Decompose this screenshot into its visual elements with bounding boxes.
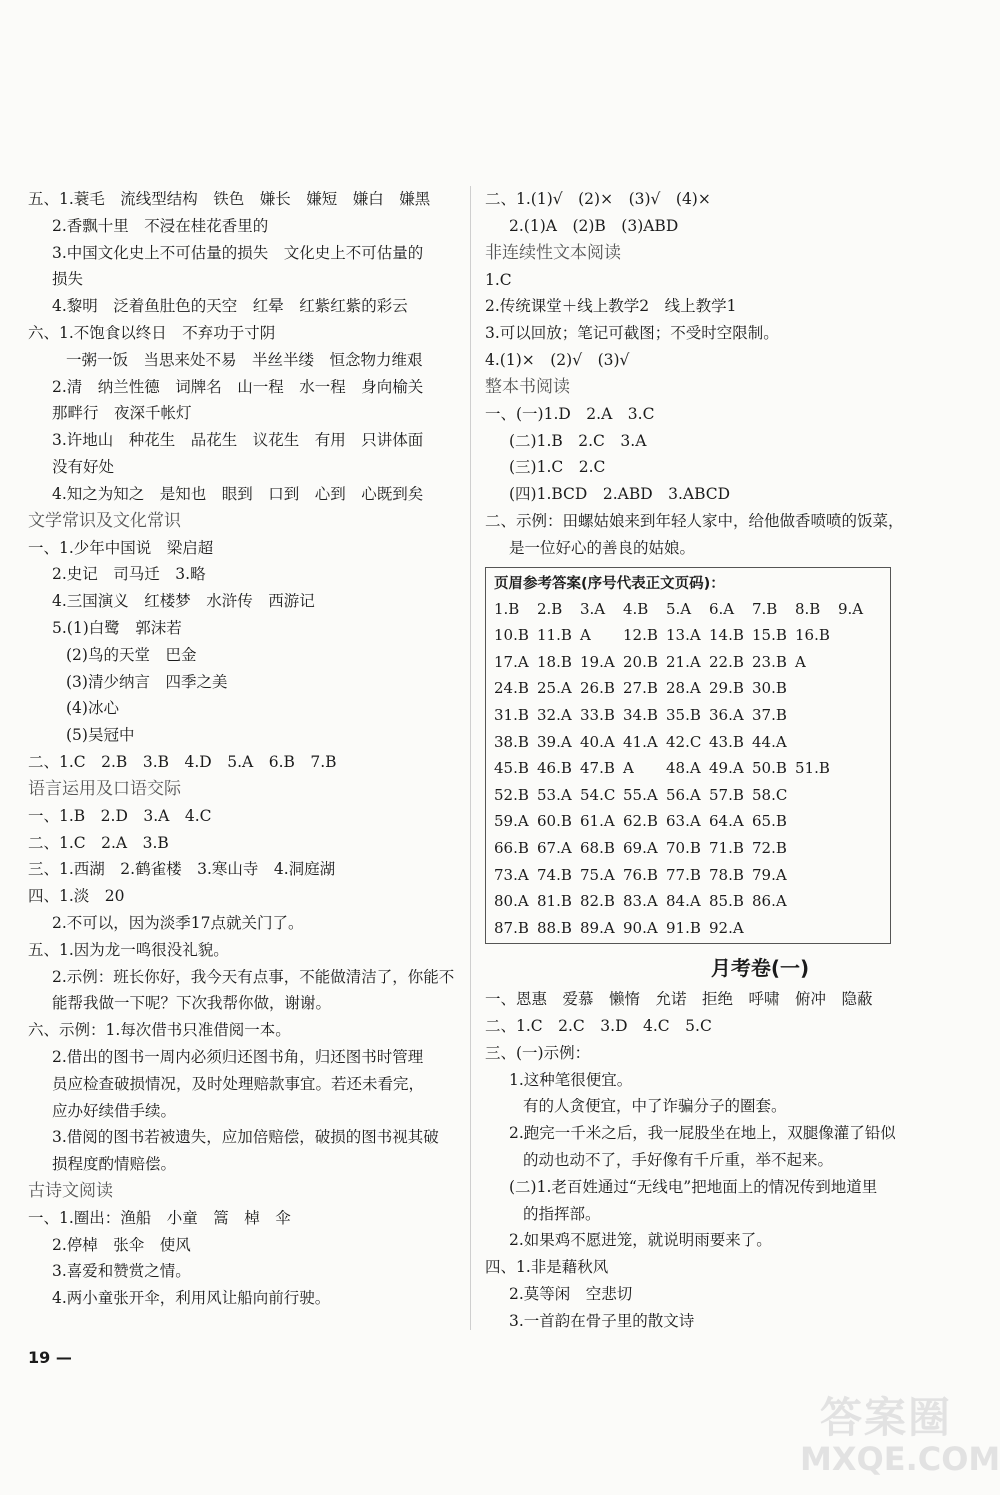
answer-line: (二)1.老百姓通过“无线电”把地面上的情况传到地道里 [509, 1177, 878, 1196]
answer-grid-cell: 59.A [494, 812, 529, 831]
answer-line: 五、1.蓑毛 流线型结构 铁色 嫌长 嫌短 嫌白 嫌黑 [28, 190, 431, 208]
answer-line: 二、1.C 2.C 3.D 4.C 5.C [485, 1017, 712, 1036]
answer-grid-cell: 49.A [709, 759, 744, 778]
answer-line: 有的人贪便宜，中了诈骗分子的圈套。 [523, 1097, 787, 1116]
answer-line: 员应检查破损情况，及时处理赔款事宜。若还未看完， [52, 1074, 425, 1093]
section-heading: 非连续性文本阅读 [485, 242, 621, 263]
left-column [28, 186, 458, 1312]
answer-grid-cell: 75.A [580, 865, 615, 884]
answer-grid-cell: 38.B [494, 732, 529, 751]
answer-grid-cell: 86.A [752, 892, 787, 911]
right-bottom-answers [485, 986, 955, 1334]
answer-line: 1.这种笔很便宜。 [509, 1070, 633, 1089]
answer-grid-cell: 83.A [623, 892, 658, 911]
answer-line: 2.清 纳兰性德 词牌名 山一程 水一程 身向榆关 [52, 377, 424, 396]
answer-line: 的指挥部。 [523, 1204, 601, 1223]
answer-line: 六、1.不饱食以终日 不弃功于寸阴 [28, 323, 276, 342]
answer-grid-cell: 52.B [494, 785, 529, 804]
answer-line: 三、(一)示例： [485, 1043, 591, 1062]
answer-grid-cell: 88.B [537, 918, 572, 937]
answer-grid-row [494, 915, 882, 942]
answer-grid-row [494, 862, 882, 889]
answer-grid-cell: 81.B [537, 892, 572, 911]
answer-line: 一粥一饭 当思来处不易 半丝半缕 恒念物力维艰 [66, 350, 423, 369]
answer-line: 四、1.淡 20 [28, 887, 125, 906]
answer-grid-row [494, 702, 882, 729]
answer-line: (2)鸟的天堂 巴金 [66, 645, 197, 664]
answer-line: 2.(1)A (2)B (3)ABD [509, 216, 679, 235]
answer-line: 能帮我做一下呢？下次我帮你做，谢谢。 [52, 994, 332, 1013]
answer-grid-cell: 50.B [752, 759, 787, 778]
answer-line: 2.史记 司马迁 3.略 [52, 565, 206, 584]
answer-line: 2.不可以，因为淡季17点就关门了。 [52, 913, 304, 932]
answer-grid-cell: 45.B [494, 759, 529, 778]
answer-grid-cell: 72.B [752, 838, 787, 857]
answer-grid-cell: 1.B [494, 599, 520, 618]
answer-grid-cell: A [580, 626, 591, 645]
answer-grid-cell: 76.B [623, 865, 658, 884]
answer-grid-row [494, 675, 882, 702]
answer-grid-cell: 40.A [580, 732, 615, 751]
answer-line: (3)清少纳言 四季之美 [66, 672, 228, 691]
answer-grid-cell: 9.A [838, 599, 864, 618]
answer-grid-row [494, 622, 882, 649]
answer-line: 2.莫等闲 空悲切 [509, 1285, 633, 1304]
answer-grid-cell: 5.A [666, 599, 692, 618]
answer-line: 2.停棹 张伞 使风 [52, 1235, 191, 1254]
answer-grid-cell: 89.A [580, 918, 615, 937]
answer-grid-cell: 19.A [580, 652, 615, 671]
answer-grid-cell: 54.C [580, 785, 616, 804]
answer-grid-cell: 48.A [666, 759, 701, 778]
page-number: 19 — [28, 1348, 72, 1367]
answer-grid-cell: 68.B [580, 838, 615, 857]
answer-grid-cell: 17.A [494, 652, 529, 671]
answer-grid-row [494, 782, 882, 809]
answer-line: 5.(1)白鹭 郭沫若 [52, 618, 182, 637]
answer-grid-cell: 92.A [709, 918, 744, 937]
answer-line: 损失 [52, 270, 84, 289]
answer-grid-cell: 77.B [666, 865, 701, 884]
answer-grid-cell: 66.B [494, 838, 529, 857]
watermark-url: MXQE.COM [800, 1440, 1000, 1478]
answer-grid-cell: 8.B [795, 599, 821, 618]
answer-grid-cell: 2.B [537, 599, 563, 618]
answer-grid-cell: 21.A [666, 652, 701, 671]
answer-line: 2.传统课堂＋线上教学2 线上教学1 [485, 297, 737, 316]
answer-grid-cell: 23.B [752, 652, 787, 671]
answer-grid-cell: 7.B [752, 599, 778, 618]
answer-grid-cell: 3.A [580, 599, 606, 618]
answer-grid-cell: 85.B [709, 892, 744, 911]
answer-line: 那畔行 夜深千帐灯 [52, 404, 192, 423]
section-heading: 古诗文阅读 [28, 1180, 113, 1201]
answer-line: 损程度酌情赔偿。 [52, 1155, 177, 1174]
answer-grid-cell: 44.A [752, 732, 787, 751]
answer-grid-cell: 33.B [580, 705, 615, 724]
answer-grid-cell: 24.B [494, 679, 529, 698]
section-heading: 整本书阅读 [485, 376, 570, 397]
answer-grid-cell: 36.A [709, 705, 744, 724]
answer-grid-cell: 80.A [494, 892, 529, 911]
answer-grid-cell: 4.B [623, 599, 649, 618]
section-title: 月考卷(一) [710, 956, 810, 981]
answer-grid-cell: 16.B [795, 626, 830, 645]
answer-grid-row [494, 649, 882, 676]
answer-line: 2.跑完一千米之后，我一屁股坐在地上，双腿像灌了铅似 [509, 1124, 896, 1143]
answer-line: 一、恩惠 爱慕 懒惰 允诺 拒绝 呼啸 俯冲 隐蔽 [485, 990, 873, 1009]
answer-grid-cell: 69.A [623, 838, 658, 857]
answer-line: 4.知之为知之 是知也 眼到 口到 心到 心既到矣 [52, 484, 424, 503]
answer-grid-cell: 13.A [666, 626, 701, 645]
answer-grid-cell: 11.B [537, 626, 572, 645]
answer-grid-cell: 64.A [709, 812, 744, 831]
answer-line: (5)吴冠中 [66, 726, 135, 745]
answer-line: (二)1.B 2.C 3.A [509, 431, 647, 450]
answer-grid-cell: 22.B [709, 652, 744, 671]
answer-grid-cell: 51.B [795, 759, 830, 778]
answer-grid-cell: 82.B [580, 892, 615, 911]
answer-line: 2.借出的图书一周内必须归还图书角，归还图书时管理 [52, 1047, 424, 1066]
answer-line: 3.中国文化史上不可估量的损失 文化史上不可估量的 [52, 243, 424, 262]
answer-line: 二、1.C 2.B 3.B 4.D 5.A 6.B 7.B [28, 752, 337, 771]
answer-grid-cell: 55.A [623, 785, 658, 804]
answer-grid-cell: 37.B [752, 705, 787, 724]
answer-grid-cell: 32.A [537, 705, 572, 724]
answer-line: 二、示例：田螺姑娘来到年轻人家中，给他做香喷喷的饭菜， [485, 511, 904, 530]
answer-grid-cell: 65.B [752, 812, 787, 831]
answer-grid-cell: 90.A [623, 918, 658, 937]
answer-grid-cell: 26.B [580, 679, 615, 698]
answer-grid-cell: 12.B [623, 626, 658, 645]
answer-grid-row [494, 729, 882, 756]
answer-grid-cell: 6.A [709, 599, 735, 618]
answer-grid-cell: 70.B [666, 838, 701, 857]
answer-grid-cell: 62.B [623, 812, 658, 831]
answer-grid-cell: 15.B [752, 626, 787, 645]
answer-grid-row [494, 888, 882, 915]
answer-line: 一、1.B 2.D 3.A 4.C [28, 806, 212, 825]
answer-line: 3.一首韵在骨子里的散文诗 [509, 1311, 695, 1330]
answer-line: 二、1.C 2.A 3.B [28, 833, 169, 852]
right-column [485, 186, 955, 1335]
answer-grid-row [494, 755, 882, 782]
answer-grid-cell: 35.B [666, 705, 701, 724]
answer-grid-row [494, 835, 882, 862]
answer-grid-cell: 78.B [709, 865, 744, 884]
answer-grid-cell: 91.B [666, 918, 701, 937]
answer-grid-cell: 43.B [709, 732, 744, 751]
answer-line: 一、1.圈出：渔船 小童 篙 棹 伞 [28, 1208, 291, 1227]
answer-line: (4)冰心 [66, 699, 119, 718]
answer-line: 3.借阅的图书若被遗失，应加倍赔偿，破损的图书视其破 [52, 1128, 439, 1147]
answer-grid-cell: 61.A [580, 812, 615, 831]
answer-grid-cell: 46.B [537, 759, 572, 778]
answer-grid-cell: 79.A [752, 865, 787, 884]
answer-grid-cell: 60.B [537, 812, 572, 831]
answer-grid-cell: 74.B [537, 865, 572, 884]
column-divider [470, 186, 471, 1330]
answer-grid-cell: 39.A [537, 732, 572, 751]
answer-grid-cell: 20.B [623, 652, 658, 671]
answer-grid-cell: 63.A [666, 812, 701, 831]
answer-grid-cell: 34.B [623, 705, 658, 724]
answer-grid-cell: 31.B [494, 705, 529, 724]
answer-line: 4.三国演义 红楼梦 水浒传 西游记 [52, 592, 315, 611]
answer-grid-cell: 10.B [494, 626, 529, 645]
answer-line: 四、1.非是藉秋风 [485, 1258, 609, 1277]
answer-line: 没有好处 [52, 457, 115, 476]
answer-grid-row [494, 808, 882, 835]
answer-line: 一、1.少年中国说 梁启超 [28, 538, 214, 557]
answer-grid-cell: A [795, 652, 806, 671]
answer-grid-cell: 84.A [666, 892, 701, 911]
answer-line: 的动也动不了，手好像有千斤重，举不起来。 [523, 1151, 834, 1170]
answer-line: 4.黎明 泛着鱼肚色的天空 红晕 红紫红紫的彩云 [52, 297, 408, 316]
answer-grid-cell: 14.B [709, 626, 744, 645]
header-answer-box [485, 567, 891, 945]
answer-line: 1.C [485, 270, 512, 289]
answer-line: 3.许地山 种花生 品花生 议花生 有用 只讲体面 [52, 431, 424, 450]
answer-grid-cell: 53.A [537, 785, 572, 804]
answer-grid-cell: 18.B [537, 652, 572, 671]
answer-line: 六、示例：1.每次借书只准借阅一本。 [28, 1021, 291, 1040]
answer-line: 4.两小童张开伞，利用风让船向前行驶。 [52, 1289, 331, 1308]
answer-grid-cell: 42.C [666, 732, 702, 751]
header-answer-grid [494, 596, 882, 942]
section-heading: 语言运用及口语交际 [28, 778, 181, 799]
answer-grid-cell: 25.A [537, 679, 572, 698]
answer-line: 应办好续借手续。 [52, 1101, 177, 1120]
header-answer-title: 页眉参考答案(序号代表正文页码)： [494, 575, 725, 592]
answer-line: 2.香飘十里 不浸在桂花香里的 [52, 216, 269, 235]
answer-grid-cell: 29.B [709, 679, 744, 698]
answer-grid-cell: 73.A [494, 865, 529, 884]
answer-line: 是一位好心的善良的姑娘。 [509, 538, 696, 557]
answer-line: 二、1.(1)√ (2)× (3)√ (4)× [485, 190, 711, 208]
answer-line: 一、(一)1.D 2.A 3.C [485, 404, 655, 423]
answer-grid-cell: 27.B [623, 679, 658, 698]
answer-line: (三)1.C 2.C [509, 458, 606, 477]
answer-line: 三、1.西湖 2.鹤雀楼 3.寒山寺 4.洞庭湖 [28, 860, 336, 879]
answer-grid-cell: 28.A [666, 679, 701, 698]
answer-line: 4.(1)× (2)√ (3)√ [485, 350, 630, 369]
answer-grid-cell: A [623, 759, 634, 778]
answer-grid-cell: 71.B [709, 838, 744, 857]
answer-line: 2.如果鸡不愿进笼，就说明雨要来了。 [509, 1231, 772, 1250]
answer-grid-cell: 87.B [494, 918, 529, 937]
answer-line: 3.喜爱和赞赏之情。 [52, 1262, 191, 1281]
answer-line: 2.示例：班长你好，我今天有点事，不能做清洁了，你能不 [52, 967, 455, 986]
answer-grid-cell: 47.B [580, 759, 615, 778]
section-heading: 文学常识及文化常识 [28, 510, 181, 531]
answer-line: 五、1.因为龙一鸣很没礼貌。 [28, 940, 229, 959]
answer-grid-cell: 67.A [537, 838, 572, 857]
answer-grid-cell: 56.A [666, 785, 701, 804]
watermark-logo: 答案圈 [820, 1393, 953, 1442]
right-top-answers [485, 186, 955, 562]
answer-grid-cell: 30.B [752, 679, 787, 698]
answer-line: (四)1.BCD 2.ABD 3.ABCD [509, 485, 731, 504]
answer-grid-cell: 58.C [752, 785, 788, 804]
answer-grid-cell: 41.A [623, 732, 658, 751]
answer-line: 3.可以回放；笔记可截图；不受时空限制。 [485, 324, 779, 343]
answer-grid-cell: 57.B [709, 785, 744, 804]
answer-grid-row [494, 596, 882, 623]
